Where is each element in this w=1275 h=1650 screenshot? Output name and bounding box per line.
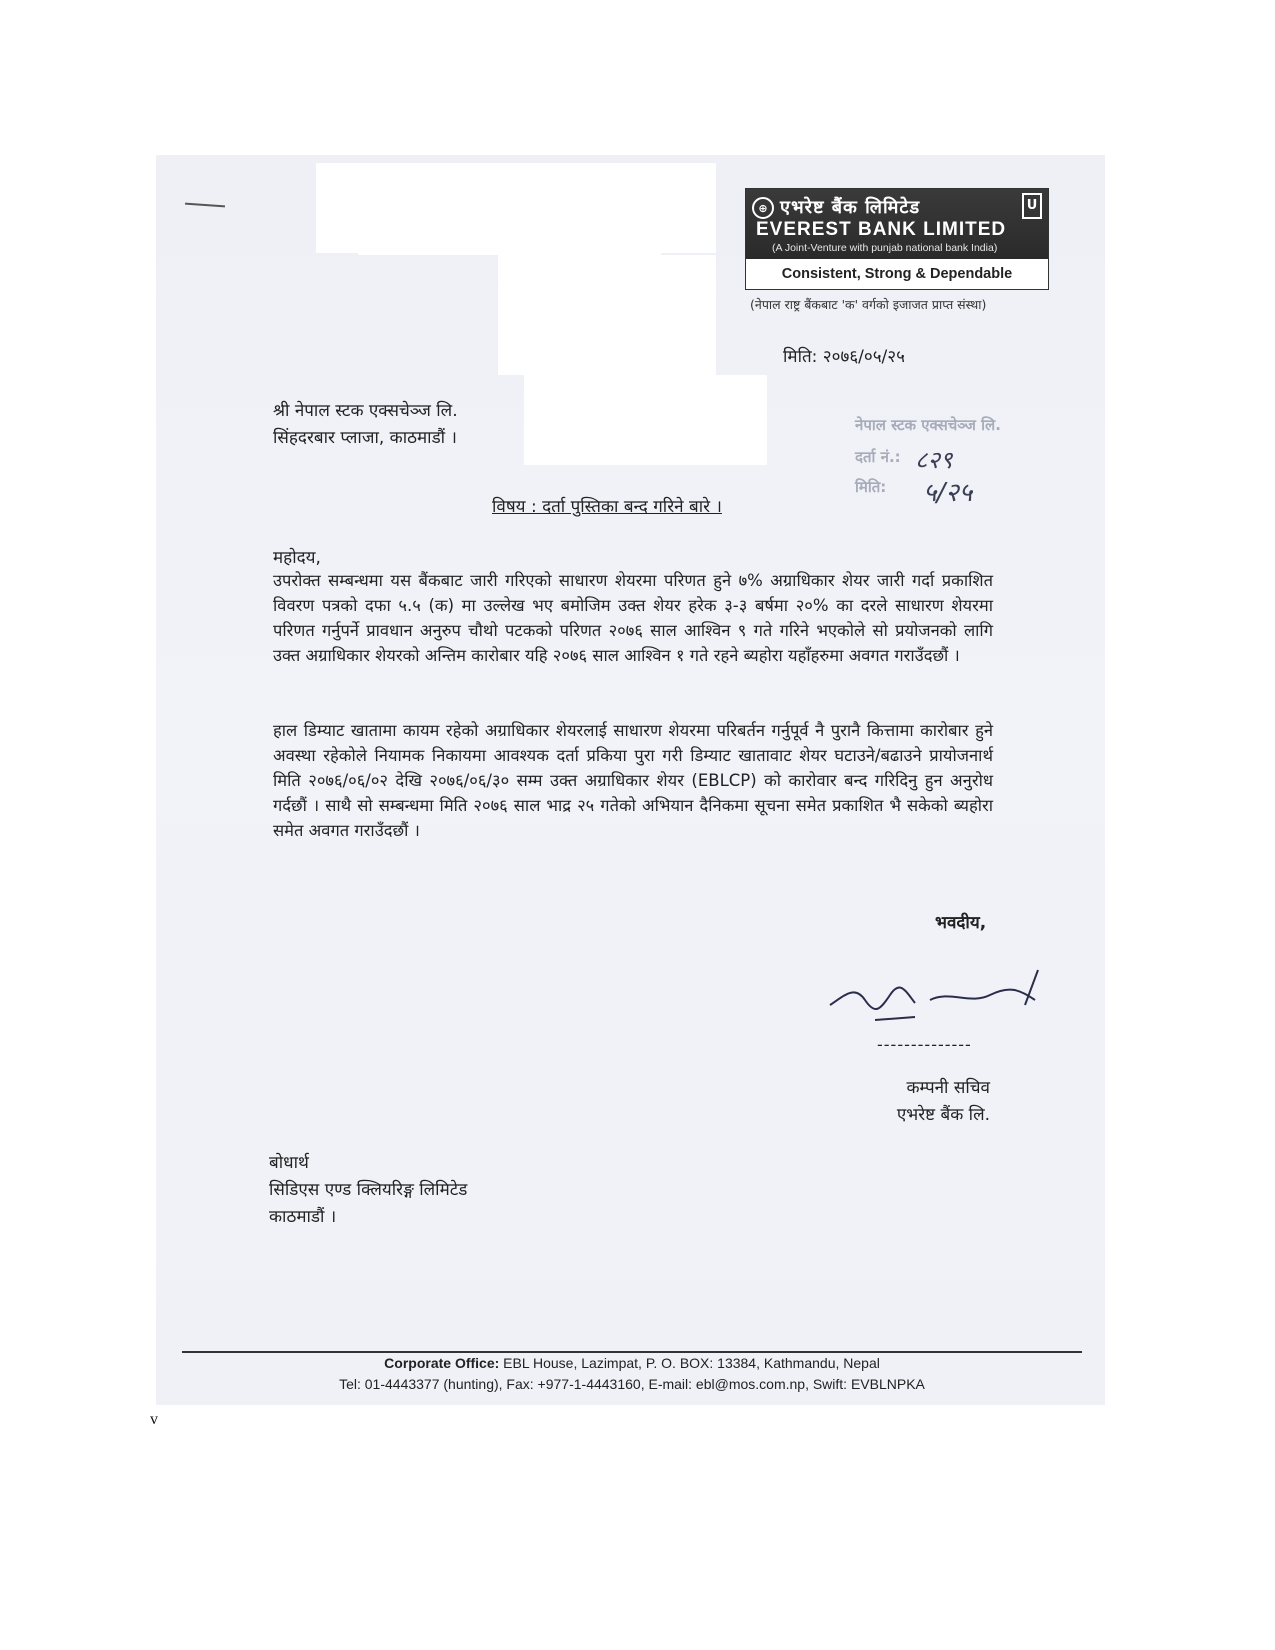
cc-city: काठमाडौं । xyxy=(269,1207,337,1227)
closing: भवदीय, xyxy=(935,913,987,933)
recipient-line-1: श्री नेपाल स्टक एक्सचेञ्ज लि. xyxy=(273,401,458,421)
stamp-date-value: ५/२५ xyxy=(923,478,973,508)
footer-address-text: EBL House, Lazimpat, P. O. BOX: 13384, Kathmandu, Nepal xyxy=(499,1355,880,1371)
stamp-date-label: मिति: xyxy=(855,478,887,496)
receipt-stamp xyxy=(855,415,1045,510)
recipient-address xyxy=(273,398,458,452)
page-mark: v xyxy=(150,1411,158,1428)
bank-emblem-icon: ⊕ xyxy=(752,197,774,219)
redaction-block xyxy=(316,163,716,253)
body-paragraph: उपरोक्त सम्बन्धमा यस बैंकबाट जारी गरिएको साधारण शेयरमा परिणत हुने ७% अग्राधिकार शेयर जारी गर्दा प्रकाशित विवरण पत्रको दफा ५.५ (क) मा उल्लेख भए बमोजिम उक्त शेयर हरेक ३-३ बर्षमा २०% का दरले साधारण शेयरमा परिणत गर्नुपर्ने प्रावधान अनुरुप चौथो पटकको परिणत २०७६ साल आश्विन ९ गते गरिने भएकोले सो प्रयोजनको लागि उक्त अग्राधिकार शेयरको अन्तिम कारोबार यहि २०७६ साल आश्विन १ गते रहने ब्यहोरा यहाँहरुमा अवगत गराउँदछौं । xyxy=(273,571,993,665)
pnb-emblem-icon: ᑌ xyxy=(1022,193,1042,219)
recipient-line-2: सिंहदरबार प्लाजा, काठमाडौं । xyxy=(273,428,457,448)
stamp-reg-label: दर्ता नं.: xyxy=(855,448,901,466)
body-paragraph: हाल डिम्याट खातामा कायम रहेको अग्राधिकार शेयरलाई साधारण शेयरमा परिबर्तन गर्नुपूर्व नै पुरानै कित्तामा कारोबार हुने अवस्था रहेकोले नियामक निकायमा आवश्यक दर्ता प्रकिया पुरा गरी डिम्याट खातावाट शेयर घटाउने/बढाउने प्रायोजनार्थ मिति २०७६/०६/०२ देखि २०७६/०६/३० सम्म उक्त अग्राधिकार शेयर (EBLCP) को कारोवार बन्द गरिदिनु हुन अनुरोध गर्दछौं । साथै सो सम्बन्धमा मिति २०७६ साल भाद्र २५ गतेको अभियान दैनिकमा सूचना समेत प्रकाशित भै सकेको ब्यहोरा समेत अवगत गराउँदछौं । xyxy=(273,721,993,840)
signature-line: -------------- xyxy=(877,1035,972,1054)
salutation: महोदय, xyxy=(273,548,321,568)
footer-label: Corporate Office: xyxy=(384,1355,500,1371)
footer-contacts: Tel: 01-4443377 (hunting), Fax: +977-1-4443160, E-mail: ebl@mos.com.np, Swift: EVBLNPKA xyxy=(339,1376,925,1392)
footer-divider xyxy=(182,1351,1082,1353)
letter-subject: विषय : दर्ता पुस्तिका बन्द गरिने बारे । xyxy=(492,497,722,517)
stamp-reg-number: ८२९ xyxy=(915,446,953,474)
cc-org: सिडिएस एण्ड क्लियरिङ्ग लिमिटेड xyxy=(269,1180,468,1200)
letter-date: मिति: २०७६/०५/२५ xyxy=(783,347,905,367)
redaction-block xyxy=(524,375,767,465)
signatory-org: एभरेष्ट बैंक लि. xyxy=(896,1105,990,1125)
logo-banner xyxy=(746,189,1048,259)
footer-address xyxy=(182,1355,1082,1371)
joint-venture-note: (A Joint-Venture with punjab national bank India) xyxy=(772,242,998,254)
bank-name-english: EVEREST BANK LIMITED xyxy=(756,219,1007,240)
signatory-title: कम्पनी सचिव xyxy=(906,1078,990,1098)
cc-label: बोधार्थ xyxy=(269,1153,309,1173)
stamp-org: नेपाल स्टक एक्सचेञ्ज लि. xyxy=(855,416,1001,434)
signatory-block xyxy=(897,1075,990,1129)
signature xyxy=(820,965,1060,1035)
bank-name-nepali: एभरेष्ट बैंक लिमिटेड xyxy=(780,197,921,218)
bank-tagline: Consistent, Strong & Dependable xyxy=(781,266,1013,282)
bank-logo xyxy=(745,188,1049,290)
copy-to-block xyxy=(269,1150,467,1231)
licence-note: (नेपाल राष्ट्र बैंकबाट 'क' वर्गको इजाजत प्राप्त संस्था) xyxy=(750,297,987,312)
redaction-block xyxy=(498,255,716,375)
